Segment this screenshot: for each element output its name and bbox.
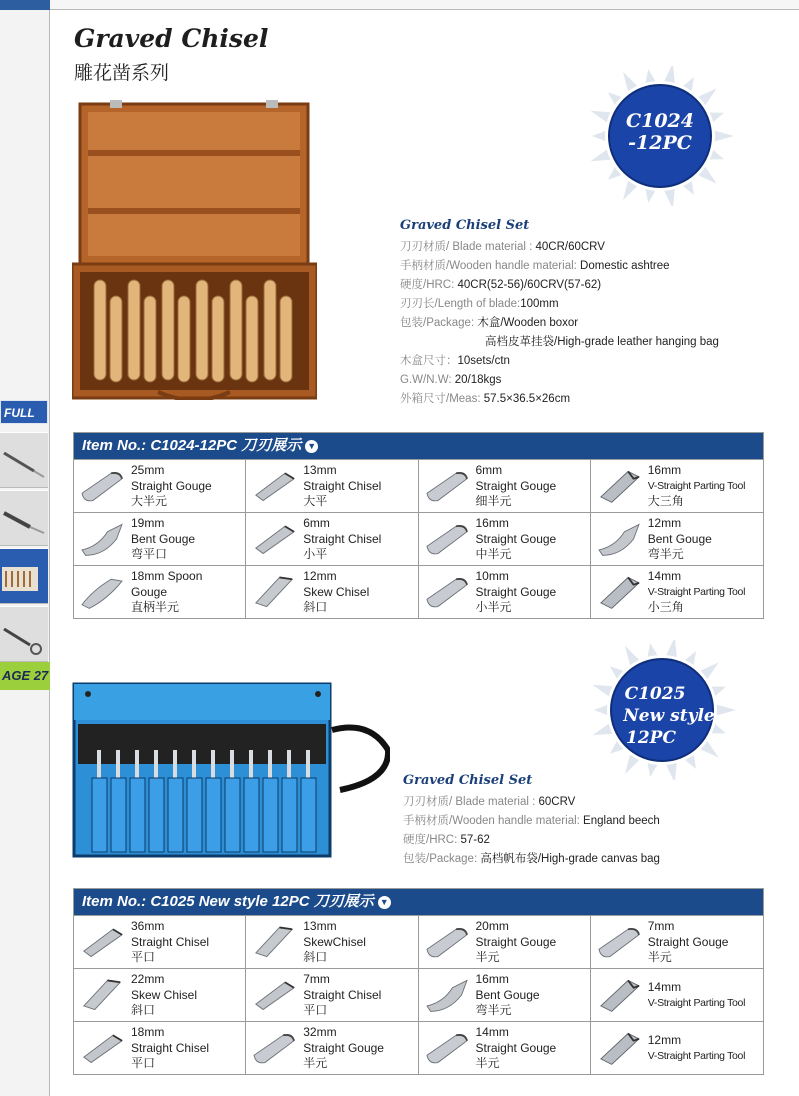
brand-tab[interactable]	[0, 400, 48, 424]
tool-name: Gouge	[131, 584, 168, 599]
roll-pocket	[206, 778, 221, 852]
handle-shape	[196, 280, 208, 380]
spec-line: 硬度/HRC: 40CR(52-56)/60CRV(57-62)	[400, 279, 602, 291]
tool-size: 25mm	[131, 463, 165, 477]
roll-blade	[173, 750, 177, 780]
tool-cn-name: 小平	[303, 547, 328, 561]
tool-name: Bent Gouge	[475, 987, 540, 1002]
spec-line: 木盒尺寸：10sets/ctn	[400, 355, 510, 367]
tool-cn-name: 大三角	[647, 494, 684, 508]
tool-text	[131, 1025, 209, 1072]
tool-cell	[419, 915, 591, 968]
tool-size: 7mm	[647, 919, 675, 933]
tool-cn-name: 斜口	[303, 950, 328, 964]
roll-pocket	[301, 778, 316, 852]
straight-chisel-icon	[78, 1028, 126, 1068]
roll-blade	[287, 750, 291, 780]
page-label: AGE 27	[2, 668, 49, 683]
table-header: Item No.: C1024-12PC 刀刃展示 ▼	[74, 433, 763, 459]
spec-line: G.W/N.W: 20/18kgs	[400, 374, 502, 386]
tool-cell	[591, 968, 763, 1021]
v-parting-tool-icon	[595, 572, 643, 612]
chisel-icon	[0, 607, 48, 663]
tool-cell	[591, 565, 763, 618]
tool-cn-name: 平口	[131, 1056, 156, 1070]
v-parting-tool-icon	[595, 466, 643, 506]
tool-size: 32mm	[303, 1025, 337, 1039]
tool-text	[648, 1033, 745, 1064]
handle-shape	[128, 280, 140, 380]
tool-table-c1024	[73, 432, 764, 619]
tool-size: 6mm	[303, 516, 330, 530]
tool-text	[303, 972, 381, 1019]
bent-gouge-icon	[423, 975, 471, 1015]
tool-size: 36mm	[131, 919, 165, 933]
roll-pocket	[244, 778, 259, 852]
tool-cn-name: 斜口	[303, 600, 328, 614]
tool-cn-name: 中半元	[475, 547, 512, 561]
spec-line: 刃刃长/Length of blade:100mm	[400, 298, 559, 310]
top-rule	[50, 0, 799, 10]
tool-size: 12mm	[647, 1033, 682, 1047]
tool-cell	[74, 915, 246, 968]
roll-blade	[249, 750, 253, 780]
chisel-set-icon	[0, 549, 48, 605]
bent-gouge-icon	[595, 519, 643, 559]
tool-cn-name: 大平	[303, 494, 328, 508]
spec-line: 手柄材质/Wooden handle material: England beech	[403, 815, 660, 827]
roll-blade	[192, 750, 196, 780]
tool-cell	[246, 968, 418, 1021]
tool-cn-name: 大半元	[131, 494, 168, 508]
tool-cn-name: 小半元	[475, 600, 512, 614]
roll-pocket	[187, 778, 202, 852]
handle-shape	[264, 280, 276, 380]
tool-name: Bent Gouge	[647, 531, 712, 546]
product-badge-c1025	[590, 640, 740, 780]
tool-cell	[419, 512, 591, 565]
handle-shape	[178, 296, 190, 382]
tool-cn-name: 细半元	[475, 494, 512, 508]
roll-blade	[268, 750, 272, 780]
page-title: Graved Chisel	[74, 24, 269, 53]
v-parting-tool-icon	[595, 975, 643, 1015]
tool-size: 16mm	[475, 972, 509, 986]
tool-name: V-Straight Parting Tool	[647, 479, 746, 492]
tool-cn-name: 弯半元	[647, 547, 684, 561]
badge-line: -12PC	[628, 132, 692, 154]
tool-table-c1025	[73, 888, 764, 1075]
straight-chisel-icon	[250, 466, 298, 506]
tool-text	[648, 463, 745, 510]
set-title: Graved Chisel Set	[400, 218, 530, 233]
tool-cn-name: 半元	[303, 1056, 328, 1070]
tool-cell	[74, 968, 246, 1021]
tool-size: 18mm Spoon	[131, 569, 203, 583]
roll-pocket	[92, 778, 107, 852]
tool-size: 16mm	[475, 516, 509, 530]
tool-text	[131, 919, 209, 966]
tool-text	[303, 1025, 384, 1072]
tool-name: Straight Gouge	[303, 1040, 384, 1055]
tool-name: Straight Gouge	[475, 584, 557, 599]
spoon-gouge-icon	[78, 572, 126, 612]
tool-name: SkewChisel	[303, 934, 366, 949]
tool-size: 14mm	[475, 1025, 509, 1039]
skew-chisel-icon	[250, 572, 298, 612]
tool-cell	[246, 1021, 418, 1074]
straight-gouge-icon	[595, 922, 643, 962]
tool-name: Straight Chisel	[303, 987, 382, 1002]
skew-chisel-icon	[78, 975, 126, 1015]
tool-size: 12mm	[647, 516, 682, 530]
page-subtitle: 雕花凿系列	[74, 63, 170, 84]
handle-shape	[212, 296, 224, 382]
tool-text	[303, 919, 366, 966]
tool-cell	[74, 459, 246, 512]
tool-cn-name: 半元	[647, 950, 672, 964]
tool-name: Straight Gouge	[475, 478, 557, 493]
tool-name: V-Straight Parting Tool	[647, 1049, 746, 1062]
chisel-icon	[0, 433, 48, 489]
tool-text	[648, 569, 745, 616]
roll-blade	[116, 750, 120, 780]
handle-shape	[94, 280, 106, 380]
spec-line: 包装/Package: 木盒/Wooden boxor	[400, 317, 579, 329]
roll-blade	[154, 750, 158, 780]
tool-cell	[591, 1021, 763, 1074]
tool-cell	[74, 1021, 246, 1074]
wooden-case-image	[72, 100, 317, 400]
tool-cell	[591, 512, 763, 565]
badge-line: New style	[623, 706, 715, 726]
tool-name: Straight Gouge	[475, 1040, 557, 1055]
roll-blade	[135, 750, 139, 780]
tool-size: 18mm	[131, 1025, 165, 1039]
tool-cn-name: 平口	[131, 950, 156, 964]
spec-line: 硬度/HRC: 57-62	[403, 834, 490, 846]
tool-name: Straight Gouge	[131, 478, 212, 493]
tool-text	[131, 516, 195, 563]
tool-size: 13mm	[303, 919, 337, 933]
tool-size: 10mm	[475, 569, 509, 583]
tool-size: 22mm	[131, 972, 165, 986]
tool-text	[648, 516, 712, 563]
roll-pocket	[149, 778, 164, 852]
tool-cell	[246, 565, 418, 618]
tool-cell	[591, 459, 763, 512]
tool-size: 12mm	[303, 569, 337, 583]
tool-name: Straight Gouge	[647, 934, 729, 949]
roll-blade	[230, 750, 234, 780]
tool-text	[476, 569, 557, 616]
tool-text	[131, 463, 212, 510]
spec-line: 包装/Package: 高档帆布袋/High-grade canvas bag	[403, 853, 660, 865]
tool-cn-name: 直柄半元	[131, 600, 180, 614]
handle-shape	[246, 296, 258, 382]
handle-shape	[144, 296, 156, 382]
thumb-chisel-1[interactable]	[0, 432, 48, 488]
tool-text	[476, 1025, 557, 1072]
tool-name: Straight Gouge	[475, 934, 557, 949]
badge-line: 12PC	[626, 728, 676, 748]
thumb-chisel-3[interactable]	[0, 606, 48, 662]
canvas-roll-image	[70, 680, 390, 860]
tool-text	[476, 919, 557, 966]
v-parting-tool-icon	[595, 1028, 643, 1068]
tool-cell	[246, 915, 418, 968]
tool-text	[648, 980, 745, 1011]
side-strip-top	[0, 0, 50, 10]
tool-text	[476, 516, 557, 563]
skew-chisel-icon	[250, 922, 298, 962]
tool-size: 14mm	[647, 569, 682, 583]
roll-pocket	[263, 778, 278, 852]
straight-chisel-icon	[250, 975, 298, 1015]
tool-cell	[74, 512, 246, 565]
spec-line: 高档皮革挂袋/High-grade leather hanging bag	[485, 336, 719, 348]
tool-size: 16mm	[647, 463, 682, 477]
tool-text	[476, 972, 540, 1019]
tool-size: 6mm	[475, 463, 503, 477]
badge-line: C1025	[624, 684, 686, 704]
roll-blade	[97, 750, 101, 780]
expand-circle-icon[interactable]: ▼	[305, 440, 318, 453]
tool-cell	[419, 565, 591, 618]
tool-text	[131, 972, 197, 1019]
tool-cn-name: 半元	[475, 1056, 500, 1070]
straight-gouge-icon	[423, 572, 471, 612]
spec-block-c1025	[403, 771, 660, 869]
set-title: Graved Chisel Set	[403, 773, 533, 788]
handle-shape	[110, 296, 122, 382]
straight-gouge-icon	[423, 922, 471, 962]
brand-label: FULL	[4, 406, 35, 420]
tool-cell	[419, 968, 591, 1021]
roll-blade	[306, 750, 310, 780]
roll-pocket	[168, 778, 183, 852]
tool-size: 19mm	[131, 516, 165, 530]
tool-size: 14mm	[647, 980, 682, 994]
tool-cell	[74, 565, 246, 618]
tool-cn-name: 斜口	[131, 1003, 156, 1017]
tool-name: Straight Gouge	[475, 531, 557, 546]
tool-name: Straight Chisel	[131, 1040, 210, 1055]
tool-text	[303, 569, 369, 616]
tool-cell	[246, 459, 418, 512]
roll-pocket	[130, 778, 145, 852]
spec-block-c1024	[400, 216, 719, 409]
spec-line: 刀刃材质/ Blade material : 60CRV	[403, 796, 576, 808]
tool-name: Straight Chisel	[303, 478, 382, 493]
straight-chisel-icon	[250, 519, 298, 559]
tool-text	[131, 569, 202, 616]
tool-cn-name: 小三角	[647, 600, 684, 614]
tool-text	[476, 463, 557, 510]
straight-gouge-icon	[250, 1028, 298, 1068]
straight-gouge-icon	[423, 519, 471, 559]
thumb-chisel-set[interactable]	[0, 548, 48, 604]
badge-line: C1024	[625, 110, 694, 132]
bent-gouge-icon	[78, 519, 126, 559]
tool-text	[303, 516, 381, 563]
tool-name: V-Straight Parting Tool	[647, 996, 746, 1009]
roll-pocket	[225, 778, 240, 852]
handle-shape	[230, 280, 242, 380]
handle-shape	[162, 280, 174, 380]
product-badge-c1024	[588, 66, 738, 206]
tool-cn-name: 半元	[475, 950, 500, 964]
tool-cn-name: 平口	[303, 1003, 328, 1017]
straight-gouge-icon	[423, 1028, 471, 1068]
roll-pocket	[111, 778, 126, 852]
spec-line: 刀刃材质/ Blade material : 40CR/60CRV	[400, 241, 605, 253]
tool-name: Straight Chisel	[303, 531, 382, 546]
tool-cell	[246, 512, 418, 565]
tool-cell	[591, 915, 763, 968]
tool-cell	[419, 1021, 591, 1074]
tool-text	[648, 919, 729, 966]
tool-size: 20mm	[475, 919, 509, 933]
handle-shape	[280, 296, 292, 382]
tool-cn-name: 弯平口	[131, 547, 168, 561]
chisel-icon	[0, 491, 48, 547]
straight-gouge-icon	[423, 466, 471, 506]
tool-size: 7mm	[303, 972, 330, 986]
table-header: Item No.: C1025 New style 12PC 刀刃展示 ▼	[74, 889, 763, 915]
tool-text	[303, 463, 381, 510]
expand-circle-icon[interactable]: ▼	[378, 896, 391, 909]
tool-size: 13mm	[303, 463, 337, 477]
spec-line: 手柄材质/Wooden handle material: Domestic ashtree	[400, 260, 670, 272]
tool-name: Skew Chisel	[303, 584, 370, 599]
tool-cell	[419, 459, 591, 512]
tool-grid	[74, 915, 763, 1074]
straight-gouge-icon	[78, 466, 126, 506]
tool-name: Bent Gouge	[131, 531, 196, 546]
page-tab[interactable]	[0, 662, 50, 690]
tool-cn-name: 弯半元	[475, 1003, 512, 1017]
tool-name: V-Straight Parting Tool	[647, 585, 746, 598]
tool-name: Straight Chisel	[131, 934, 210, 949]
thumb-chisel-2[interactable]	[0, 490, 48, 546]
tool-grid	[74, 459, 763, 618]
straight-chisel-icon	[78, 922, 126, 962]
roll-pocket	[282, 778, 297, 852]
spec-line: 外箱尺寸/Meas: 57.5×36.5×26cm	[400, 393, 571, 405]
tool-name: Skew Chisel	[131, 987, 198, 1002]
roll-blade	[211, 750, 215, 780]
